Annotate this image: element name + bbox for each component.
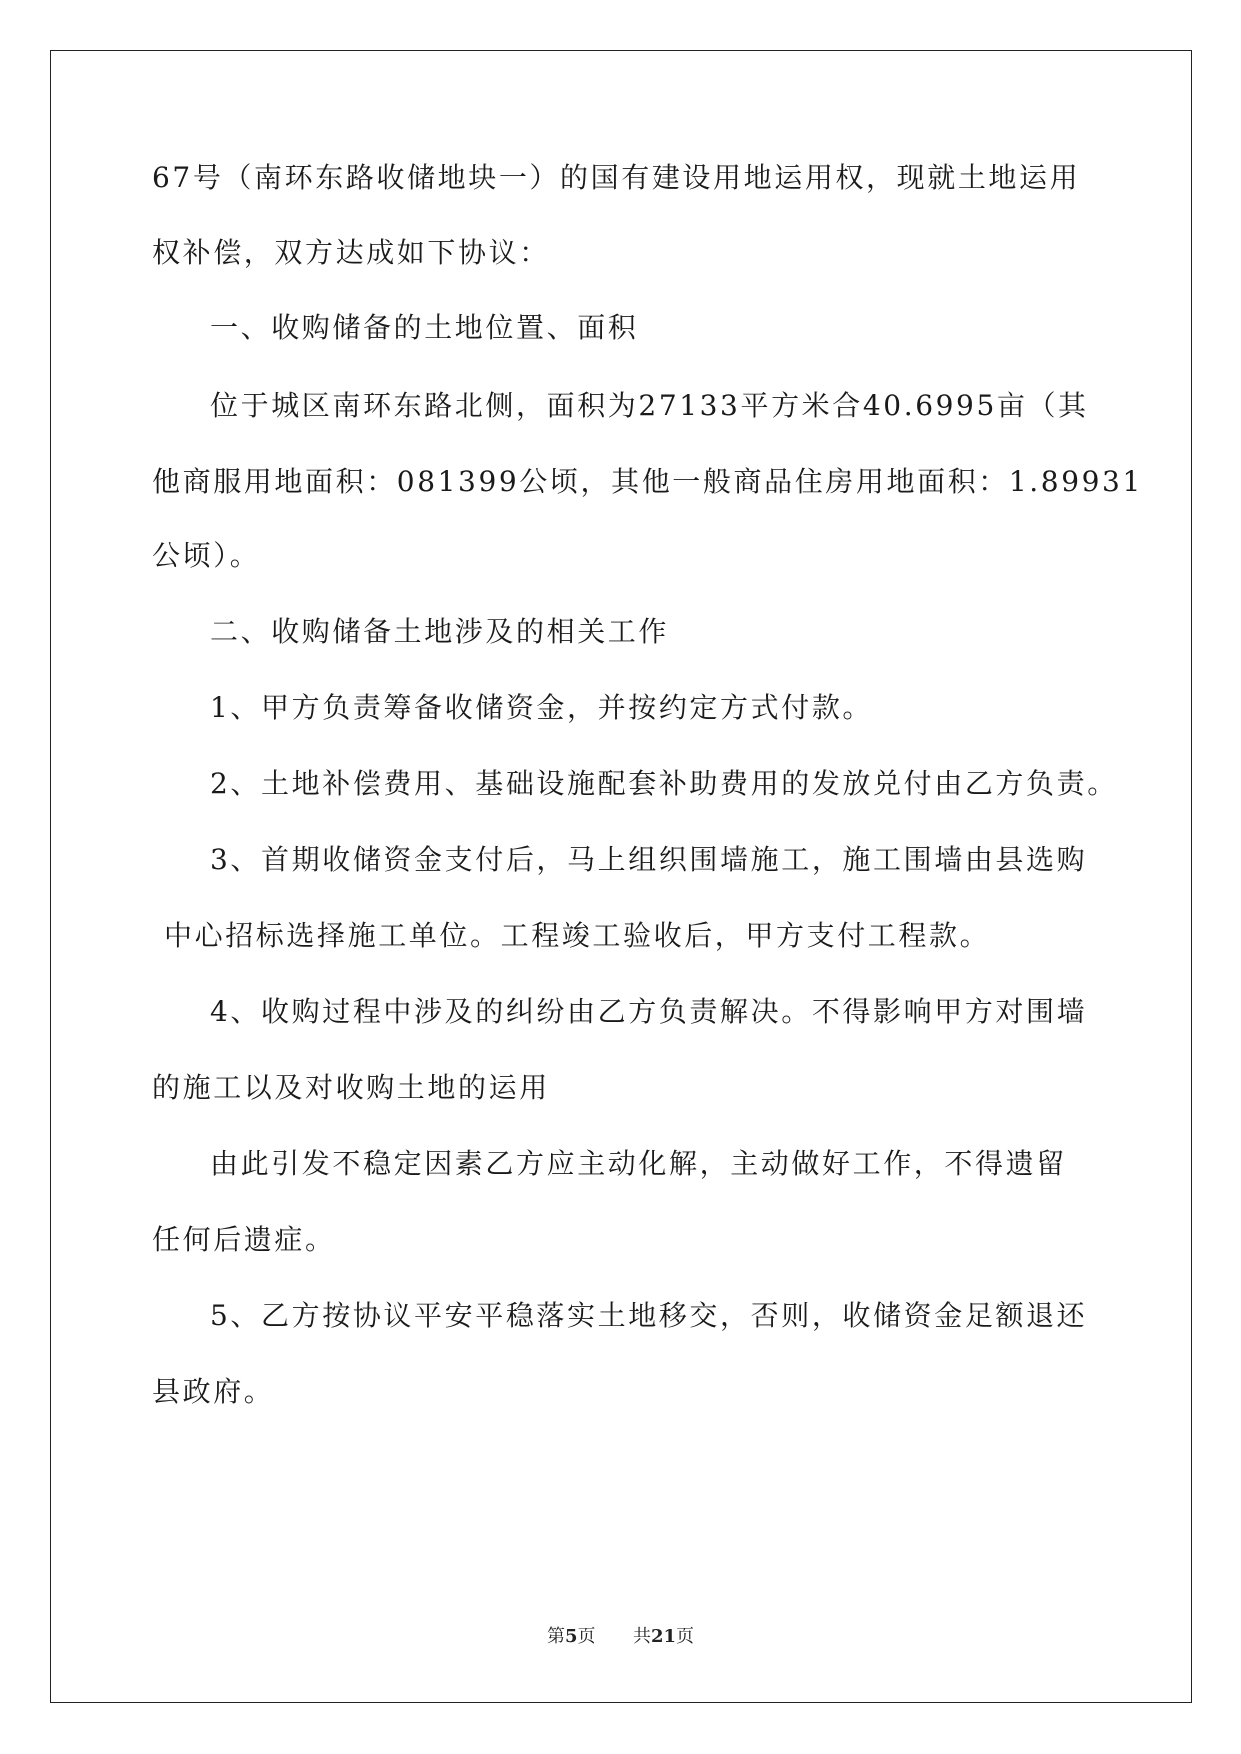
page-number: 5: [564, 1626, 578, 1647]
section-heading: 二、收购储备土地涉及的相关工作: [210, 615, 670, 648]
page-prefix: 第: [546, 1626, 565, 1647]
section-heading: 一、收购储备的土地位置、面积: [210, 311, 639, 344]
paragraph-line: 由此引发不稳定因素乙方应主动化解，主动做好工作，不得遗留: [210, 1147, 1067, 1180]
paragraph-line: 4、收购过程中涉及的纠纷由乙方负责解决。不得影响甲方对围墙: [210, 995, 1088, 1028]
paragraph-line: 3、首期收储资金支付后，马上组织围墙施工，施工围墙由县选购: [210, 843, 1088, 876]
paragraph-line: 5、乙方按协议平安平稳落实土地移交，否则，收储资金足额退还: [210, 1299, 1088, 1332]
paragraph-line: 公顷）。: [152, 539, 261, 572]
paragraph-line: 的施工以及对收购土地的运用: [152, 1071, 550, 1104]
paragraph-line: 67号（南环东路收储地块一）的国有建设用地运用权，现就土地运用: [152, 161, 1081, 194]
paragraph-line: 任何后遗症。: [152, 1223, 336, 1256]
total-pages: 21: [650, 1626, 677, 1647]
paragraph-line: 他商服用地面积：081399公顷，其他一般商品住房用地面积：1.89931: [152, 465, 1143, 498]
total-prefix: 共: [632, 1626, 651, 1647]
paragraph-line: 权补偿，双方达成如下协议：: [152, 236, 550, 269]
paragraph-line: 2、土地补偿费用、基础设施配套补助费用的发放兑付由乙方负责。: [210, 767, 1118, 800]
total-suffix: 页: [676, 1626, 695, 1647]
page-footer: [0, 1622, 1241, 1648]
paragraph-line: 县政府。: [152, 1375, 275, 1408]
paragraph-line: 1、甲方负责筹备收储资金，并按约定方式付款。: [210, 691, 874, 724]
page-suffix: 页: [577, 1626, 596, 1647]
paragraph-line: 中心招标选择施工单位。工程竣工验收后，甲方支付工程款。: [164, 919, 991, 952]
paragraph-line: 位于城区南环东路北侧，面积为27133平方米合40.6995亩（其: [210, 389, 1089, 422]
